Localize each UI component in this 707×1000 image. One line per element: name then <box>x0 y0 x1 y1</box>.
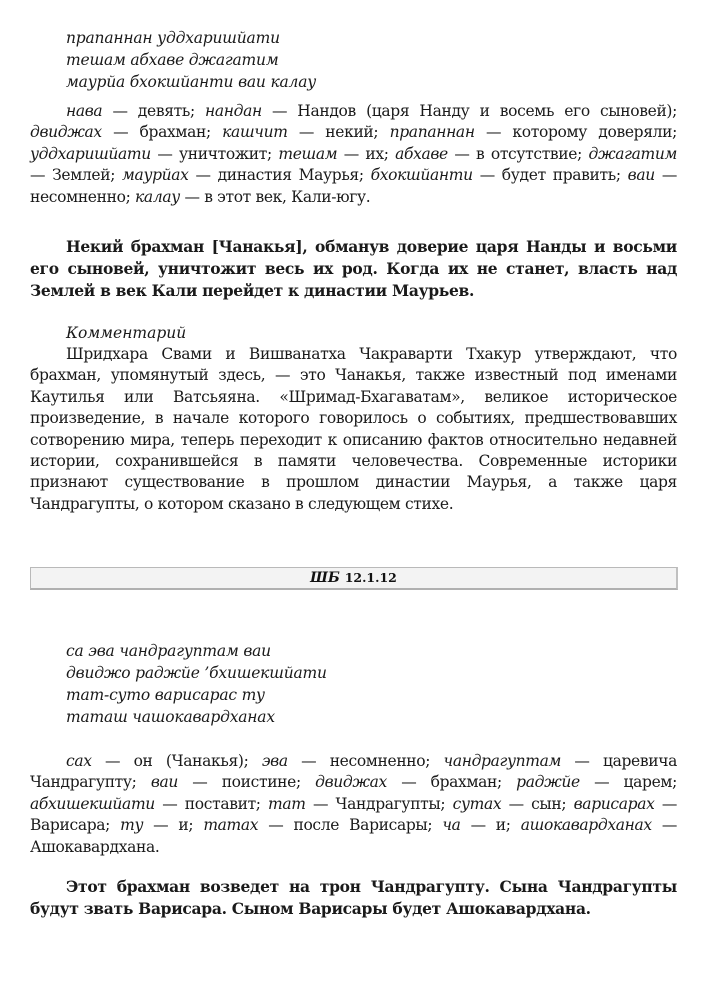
verse-line: тат-суто варисарас ту <box>66 686 265 704</box>
synonym-meaning: — брахман; <box>386 773 517 792</box>
commentary-text: Шридхара Свами и Вишванатха Чакраварти Тхакур утверждают, что брахман, упомянутый здесь, — это Чанакья, также известный под именами Каутилья или Ватсьяяна. «Шримад-Бхагаватам», великое историческое произведение, в начале которого говорилось о событиях, предшествовавших сотворению мира, теперь переходит к описанию фактов относительно недавней истории, сохранившейся в памяти человечества. Современные историки признают существование в прошлом династии Маурья, а также царя Чандрагупты, о котором сказано в следующем стихе. <box>30 345 677 513</box>
commentary-label: Комментарий <box>66 324 187 342</box>
synonym-term: ваи <box>150 773 179 792</box>
verse-line: маурйа бхокшйанти ваи калау <box>66 73 317 91</box>
synonym-meaning: — сын; <box>501 794 574 813</box>
synonym-meaning: — девять; <box>102 102 205 120</box>
synonym-term: сутах <box>452 794 502 813</box>
synonym-term: нандан <box>204 102 262 120</box>
synonym-meaning: — после Варисары; <box>258 816 443 835</box>
synonym-meaning: — и; <box>143 816 204 835</box>
synonym-meaning: — царем; <box>579 773 678 792</box>
synonym-term: прапаннан <box>389 123 475 142</box>
synonym-meaning: — Чандрагупты; <box>305 794 453 813</box>
translation-11: Некий брахман [Чанакья], обманув доверие царя Нанды и восьми его сыновей, уничтожит весь их род. Когда их не станет, власть над Землей в век Кали перейдет к династии Маурьев. <box>30 237 677 300</box>
verse-line: таташ чашокавардханах <box>66 708 275 726</box>
synonym-term: двиджах <box>30 123 102 142</box>
verse-line: са эва чандрагуптам ваи <box>66 642 271 660</box>
synonym-meaning: — в отсутствие; <box>447 144 589 163</box>
synonym-meaning: — брахман; <box>101 123 223 142</box>
synonym-term: чандрагуптам <box>443 752 562 770</box>
synonym-term: тат <box>268 794 306 813</box>
synonym-meaning: — царевича Чандрагупту; <box>30 752 678 792</box>
synonym-term: кашчит <box>222 123 288 142</box>
synonym-meaning: — он (Чанакья); <box>91 752 262 770</box>
verse-transliteration-11 <box>66 27 316 93</box>
synonyms-11 <box>30 101 677 208</box>
synonym-meaning: — Варисара; <box>30 794 677 835</box>
synonym-term: бхокшйанти <box>370 166 473 185</box>
synonym-meaning: — их; <box>337 144 396 163</box>
synonym-meaning: — уничтожит; <box>150 144 279 163</box>
synonym-meaning: — Нандов (царя Нанду и восемь его сыновей); <box>261 102 677 120</box>
verse-transliteration-12 <box>66 640 327 728</box>
synonym-term: эва <box>261 752 288 770</box>
synonym-term: ча <box>442 816 461 835</box>
synonym-term: ваи <box>627 166 655 185</box>
verse-line: тешам абхаве джагатим <box>66 51 279 69</box>
synonym-meaning: — и; <box>460 816 521 835</box>
verse-line: двиджо раджйе ’бхишекшйати <box>66 664 327 682</box>
translation-12: Этот брахман возведет на трон Чандрагупту. Сына Чандрагупты будут звать Варисара. Сыном Варисары будет Ашокавардхана. <box>30 877 677 918</box>
synonym-meaning: — некий; <box>287 123 390 142</box>
synonyms-12 <box>30 751 677 858</box>
synonym-term: сах <box>66 752 92 770</box>
synonym-term: татах <box>203 816 259 835</box>
synonym-term: нава <box>66 102 103 120</box>
verse-header <box>30 567 678 590</box>
synonym-term: абхаве <box>395 144 448 163</box>
synonym-meaning: — поставит; <box>154 794 269 813</box>
synonym-meaning: — династия Маурья; <box>188 166 371 185</box>
synonym-term: раджйе <box>516 773 580 792</box>
synonym-meaning: — несомненно; <box>30 166 677 206</box>
synonym-meaning: — Землей; <box>30 166 123 185</box>
synonym-term: маурйах <box>122 166 189 185</box>
synonym-term: калау <box>135 187 180 206</box>
synonym-term: уддхаришйати <box>30 144 151 163</box>
verse-line: прапаннан уддхаришйати <box>66 29 280 47</box>
synonym-meaning: — несомненно; <box>287 752 444 770</box>
synonym-term: ашокавардханах <box>520 816 652 835</box>
synonym-meaning: — Ашокавардхана. <box>30 816 677 856</box>
synonym-term: джагатим <box>588 144 677 163</box>
synonym-term: варисарах <box>573 794 655 813</box>
synonym-term: ту <box>120 816 144 835</box>
synonym-term: абхишекшйати <box>30 794 155 813</box>
verse-header-number: 12.1.12 <box>344 570 397 585</box>
synonym-meaning: — будет править; <box>472 166 628 185</box>
synonym-meaning: — в этот век, Кали-югу. <box>179 187 371 206</box>
synonym-meaning: — которому доверяли; <box>474 123 678 142</box>
synonym-term: двиджах <box>315 773 387 792</box>
synonym-term: тешам <box>278 144 338 163</box>
verse-header-prefix: ШБ <box>310 570 340 586</box>
synonym-meaning: — поистине; <box>178 773 316 792</box>
